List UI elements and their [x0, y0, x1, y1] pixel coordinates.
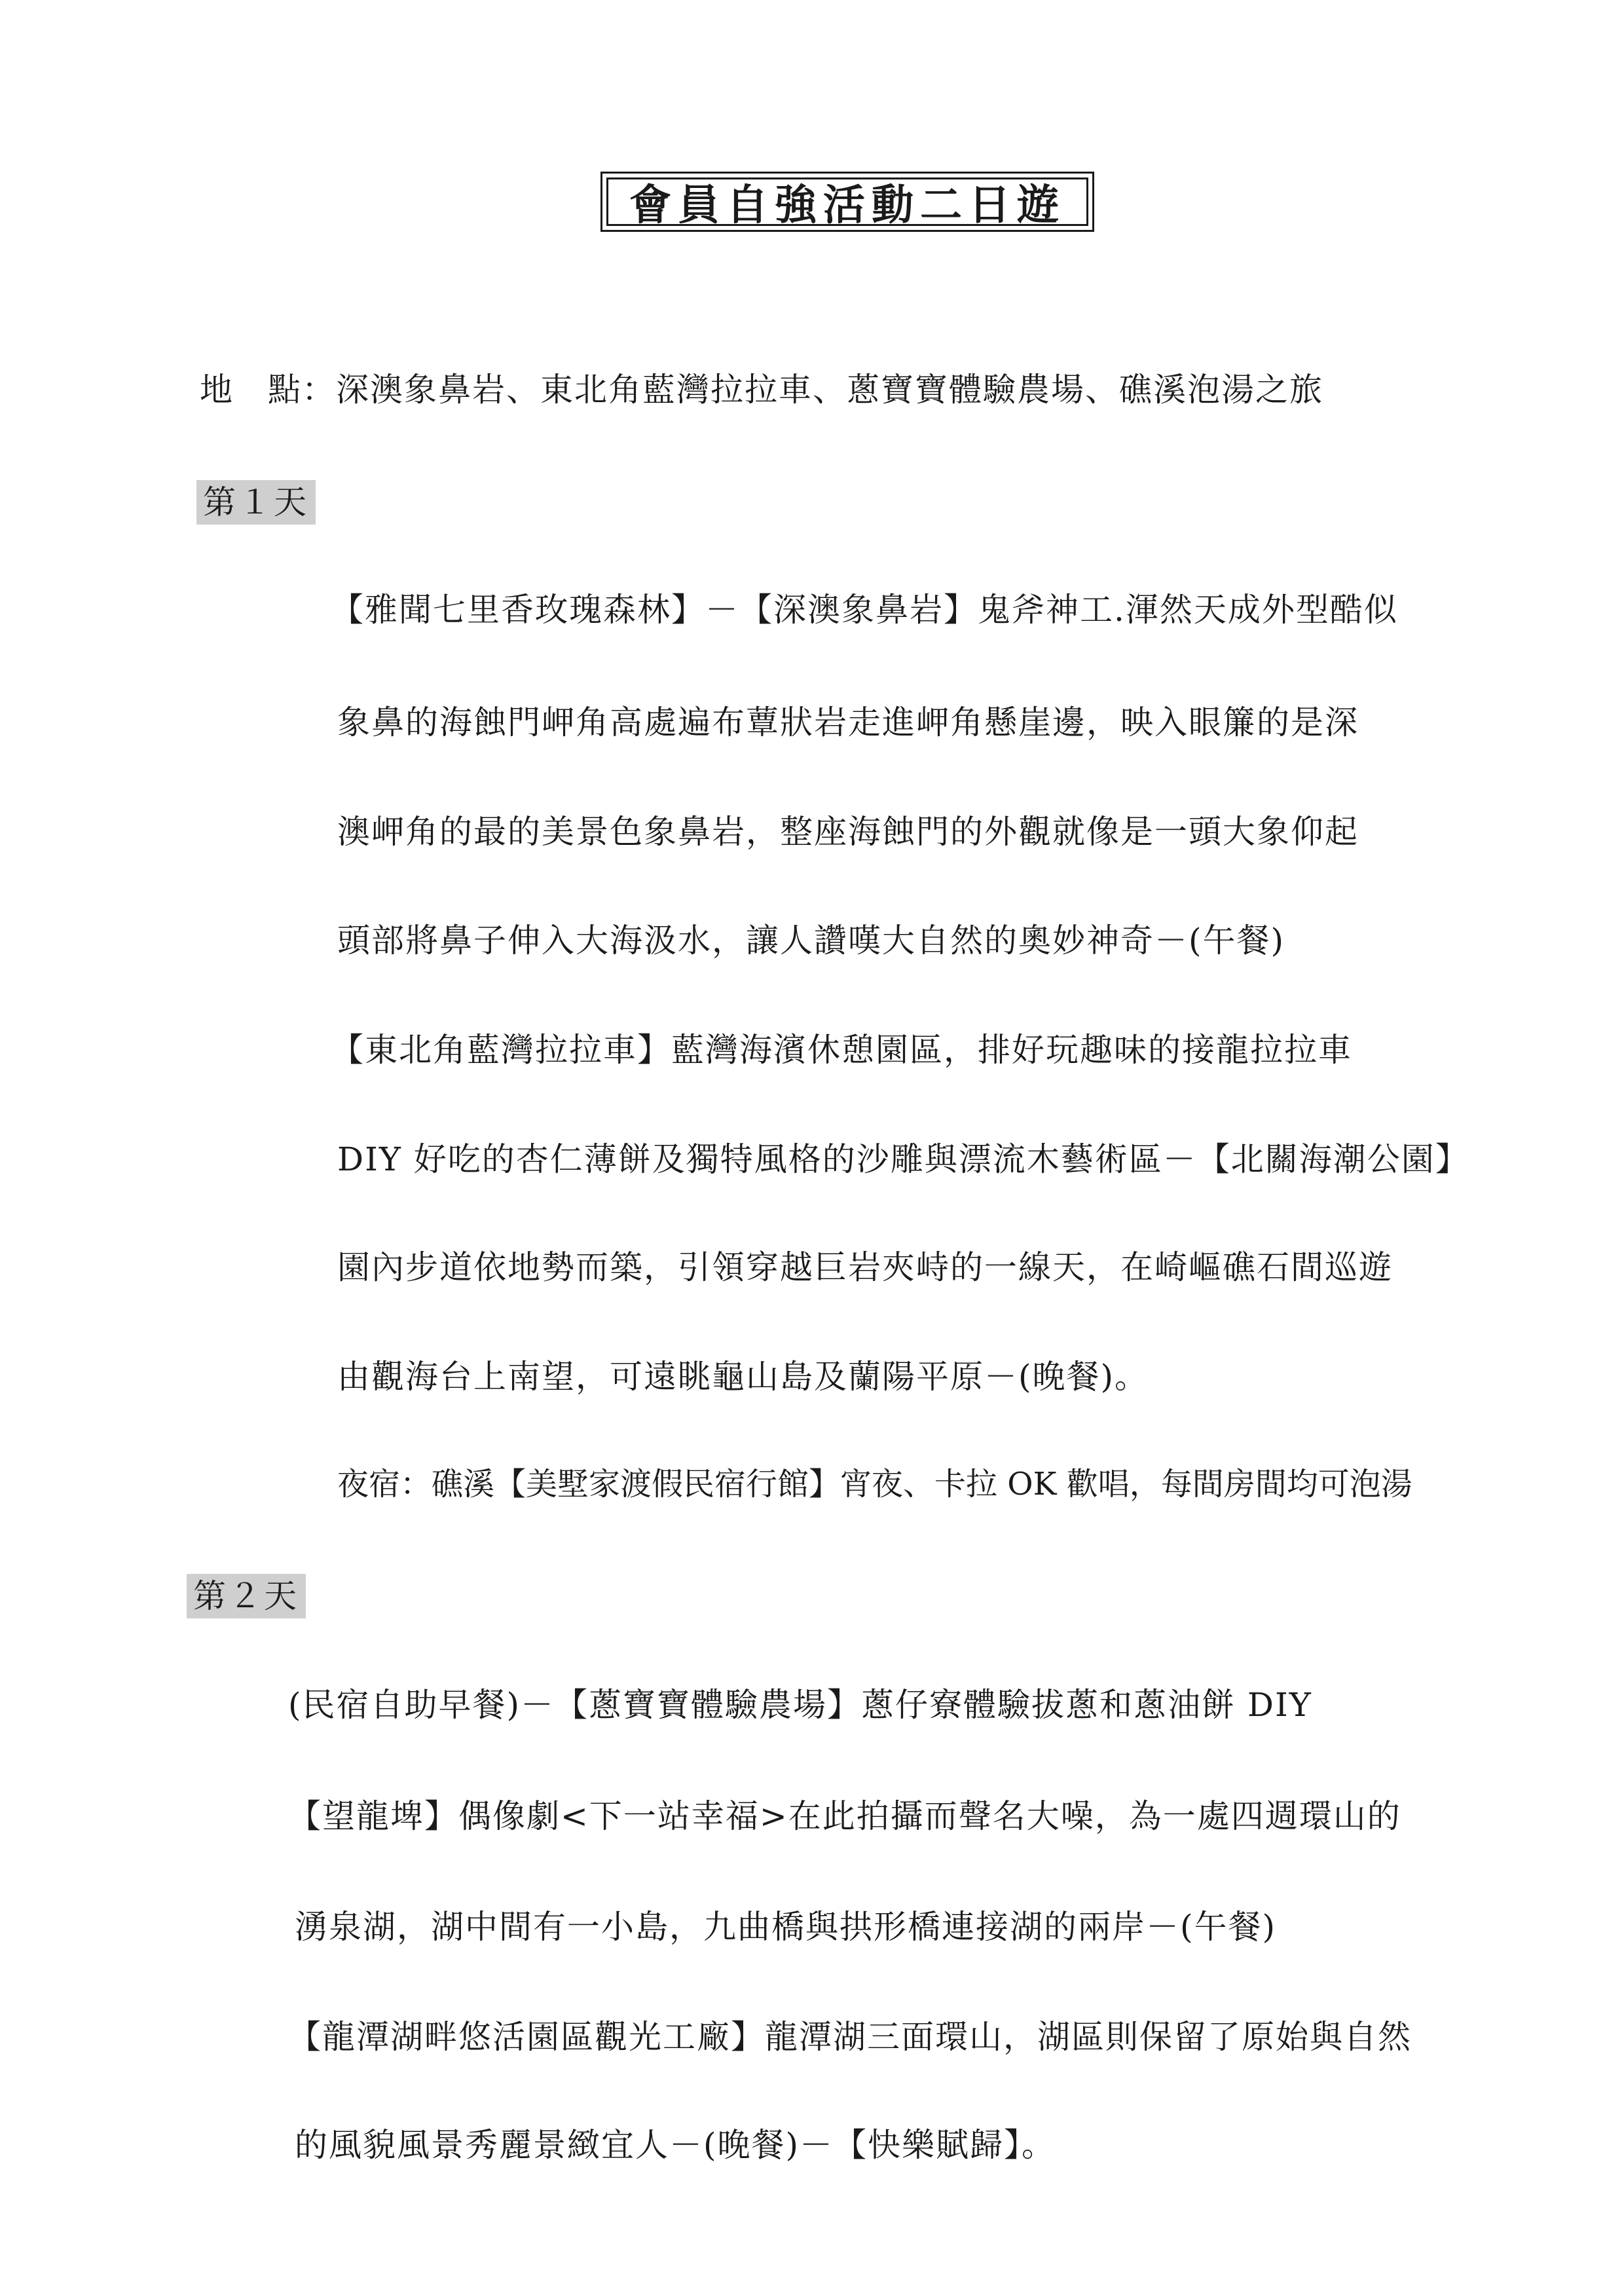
day1-line-1: 【雅聞七里香玫瑰森林】－【深澳象鼻岩】鬼斧神工.渾然天成外型酷似 — [331, 591, 1398, 629]
location-label: 地 點： — [200, 371, 336, 409]
day1-line-6: DIY 好吃的杏仁薄餅及獨特風格的沙雕與漂流木藝術區－【北關海潮公園】 — [337, 1140, 1469, 1178]
day1-line-8: 由觀海台上南望，可遠眺龜山島及蘭陽平原－(晚餐)。 — [337, 1358, 1149, 1396]
location-line — [200, 370, 1323, 409]
day1-line-5: 【東北角藍灣拉拉車】藍灣海濱休憩園區，排好玩趣味的接龍拉拉車 — [331, 1031, 1352, 1069]
day2-line-3: 湧泉湖，湖中間有一小島，九曲橋與拱形橋連接湖的兩岸－(午餐) — [295, 1908, 1277, 1946]
day1-label: 第１天 — [196, 480, 316, 525]
page-title: 會員自強活動二日遊 — [600, 172, 1094, 232]
day1-line-9: 夜宿：礁溪【美墅家渡假民宿行館】宵夜、卡拉 OK 歡唱，每間房間均可泡湯 — [337, 1466, 1412, 1502]
day2-line-5: 的風貌風景秀麗景緻宜人－(晚餐)－【快樂賦歸】。 — [295, 2126, 1056, 2164]
day1-line-7: 園內步道依地勢而築，引領穿越巨岩夾峙的一線天，在崎嶇礁石間巡遊 — [337, 1248, 1393, 1286]
day1-line-3: 澳岬角的最的美景色象鼻岩，整座海蝕門的外觀就像是一頭大象仰起 — [337, 813, 1359, 851]
day2-line-1: (民宿自助早餐)－【蔥寶寶體驗農場】蔥仔寮體驗拔蔥和蔥油餅 DIY — [288, 1686, 1312, 1724]
day2-label: 第２天 — [187, 1574, 306, 1618]
day2-line-4: 【龍潭湖畔悠活園區觀光工廠】龍潭湖三面環山，湖區則保留了原始與自然 — [288, 2018, 1412, 2056]
day1-line-2: 象鼻的海蝕門岬角高處遍布蕈狀岩走進岬角懸崖邊，映入眼簾的是深 — [337, 703, 1359, 741]
location-value: 深澳象鼻岩、東北角藍灣拉拉車、蔥寶寶體驗農場、礁溪泡湯之旅 — [336, 371, 1323, 409]
day2-line-2: 【望龍埤】偶像劇<下一站幸福>在此拍攝而聲名大噪，為一處四週環山的 — [288, 1797, 1401, 1835]
day1-line-4: 頭部將鼻子伸入大海汲水，讓人讚嘆大自然的奧妙神奇－(午餐) — [337, 922, 1285, 960]
